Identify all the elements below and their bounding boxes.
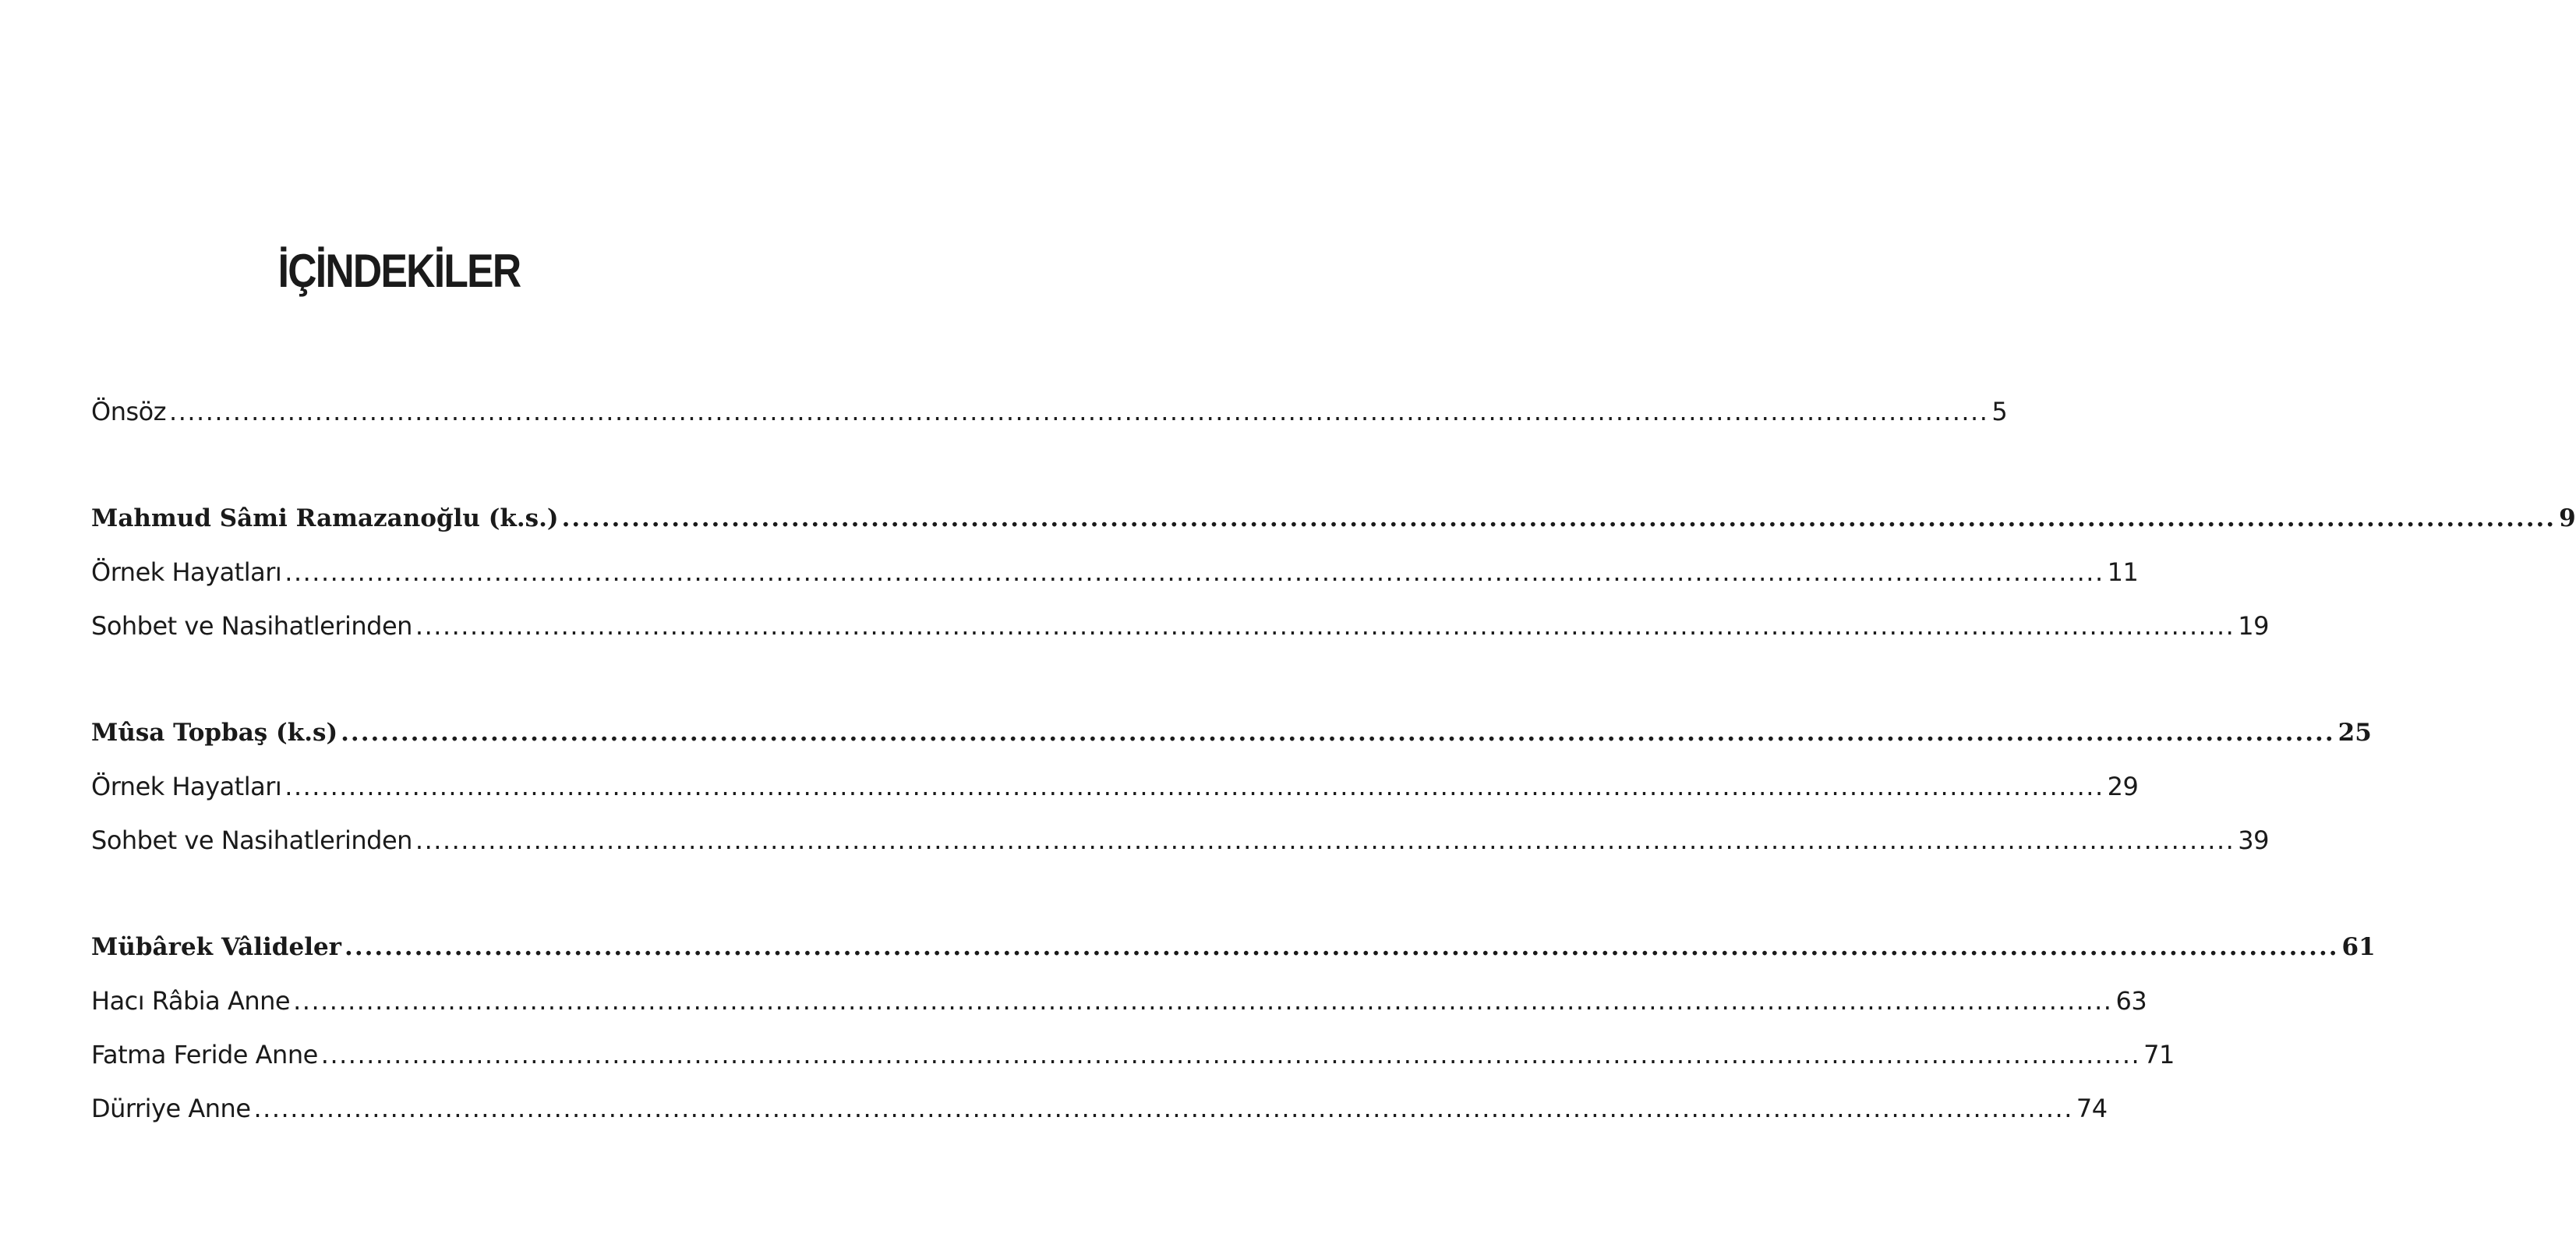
toc-entry-title: Örnek Hayatları	[91, 772, 282, 801]
toc-entry-title: Mûsa Topbaş (k.s)	[91, 719, 338, 747]
toc-section-entry	[91, 717, 2372, 748]
toc-leader-dots: ........................................................................................................................................................................................................	[341, 719, 2335, 747]
toc-entry-title: Mübârek Vâlideler	[91, 933, 342, 961]
toc-page-number: 61	[2341, 933, 2376, 961]
toc-entry-title: Sohbet ve Nasihatlerinden	[91, 611, 412, 641]
toc-page-number: 5	[1991, 397, 2008, 426]
toc-page-number: 39	[2238, 825, 2270, 855]
toc-entry	[91, 1039, 2175, 1070]
toc-entry	[91, 1093, 2108, 1124]
toc-page-number: 19	[2238, 611, 2270, 641]
toc-page-number: 11	[2107, 557, 2139, 587]
toc-section-entry	[91, 932, 2376, 963]
toc-entry-title: Mahmud Sâmi Ramazanoğlu (k.s.)	[91, 504, 559, 532]
toc-entry	[91, 557, 2139, 588]
toc-entry-title: Önsöz	[91, 397, 167, 426]
toc-entry-title: Fatma Feride Anne	[91, 1040, 318, 1069]
toc-leader-dots: ........................................................................................................................................................................................................	[320, 1040, 2141, 1069]
toc-entry-title: Örnek Hayatları	[91, 557, 282, 587]
toc-entry	[91, 610, 2270, 642]
toc-page-number: 29	[2107, 772, 2139, 801]
toc-page-number: 9	[2559, 504, 2576, 532]
toc-leader-dots: ........................................................................................................................................................................................................	[561, 504, 2557, 532]
toc-page-number: 63	[2115, 986, 2147, 1016]
toc-section-entry	[91, 503, 2576, 534]
toc-entry-title: Dürriye Anne	[91, 1094, 251, 1123]
toc-entry	[91, 771, 2139, 802]
toc-page-number: 25	[2337, 719, 2372, 747]
toc-leader-dots: ........................................................................................................................................................................................................	[345, 933, 2339, 961]
toc-leader-dots: ........................................................................................................................................................................................................	[415, 825, 2235, 855]
toc-entry-title: Hacı Râbia Anne	[91, 986, 291, 1016]
toc-leader-dots: ........................................................................................................................................................................................................	[253, 1094, 2073, 1123]
toc-page-number: 71	[2143, 1040, 2175, 1069]
toc-entry	[91, 825, 2270, 856]
toc-leader-dots: ........................................................................................................................................................................................................	[284, 772, 2104, 801]
toc-leader-dots: ........................................................................................................................................................................................................	[415, 611, 2235, 641]
toc-leader-dots: ........................................................................................................................................................................................................	[293, 986, 2113, 1016]
page-title: İÇİNDEKİLER	[277, 245, 521, 297]
toc-entry	[91, 396, 2008, 427]
toc-entry	[91, 985, 2147, 1016]
toc-page-number: 74	[2076, 1094, 2108, 1123]
toc-leader-dots: ........................................................................................................................................................................................................	[169, 397, 1989, 426]
toc-entry-title: Sohbet ve Nasihatlerinden	[91, 825, 412, 855]
toc-leader-dots: ........................................................................................................................................................................................................	[284, 557, 2104, 587]
